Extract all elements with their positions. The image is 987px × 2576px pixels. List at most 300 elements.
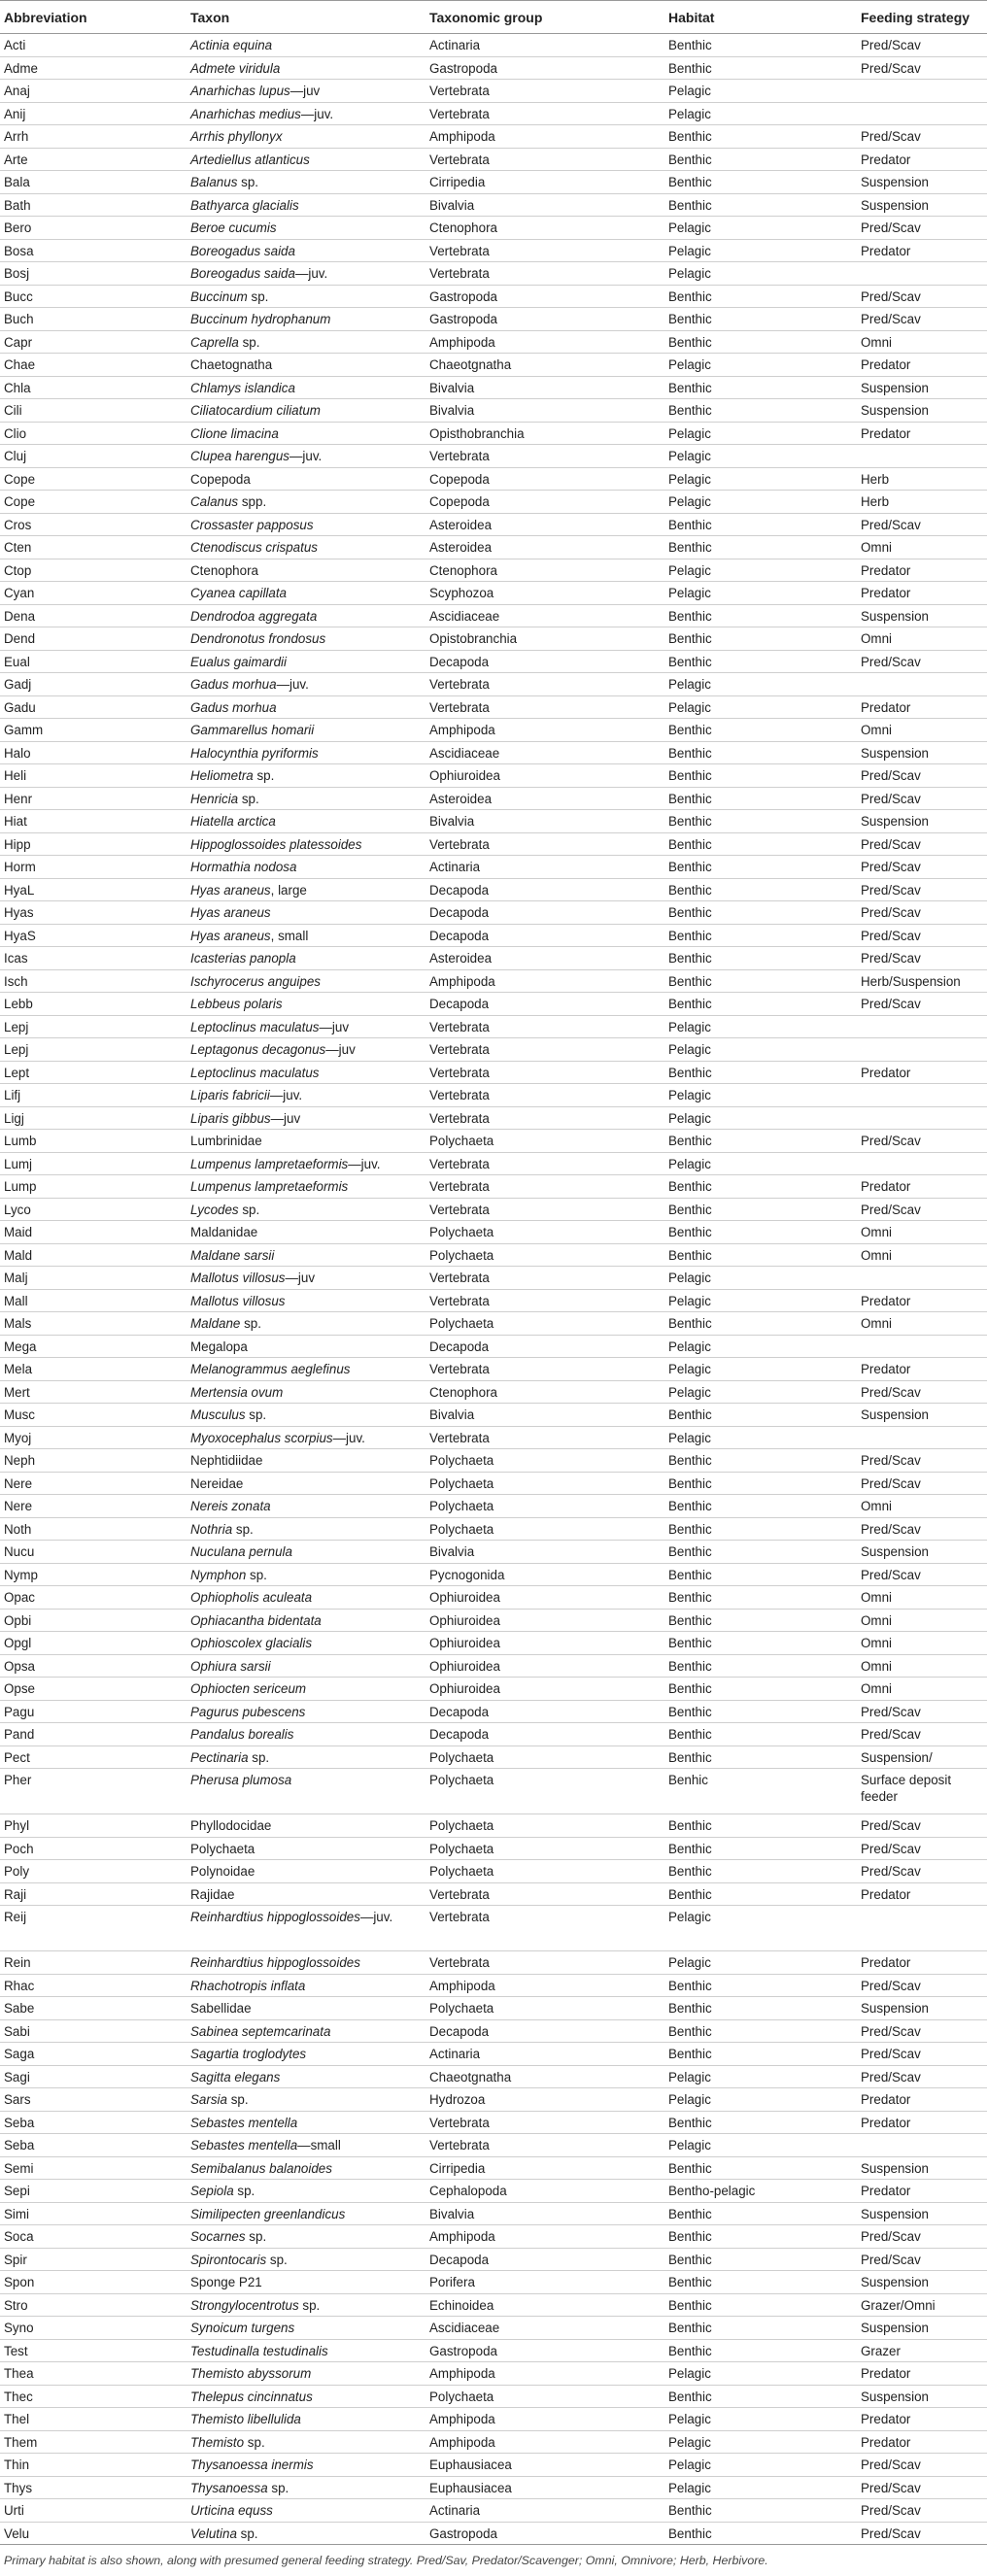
cell-taxon — [187, 1997, 425, 2020]
cell-taxonomic-group: Decapoda — [425, 2248, 664, 2271]
table-row — [0, 354, 987, 377]
cell-feeding-strategy: Predator — [857, 239, 987, 262]
cell-feeding-strategy: Pred/Scav — [857, 2522, 987, 2545]
cell-feeding-strategy: Suspension — [857, 193, 987, 217]
cell-abbreviation: Lebb — [0, 993, 187, 1016]
cell-feeding-strategy: Herb — [857, 491, 987, 514]
cell-taxonomic-group: Bivalvia — [425, 376, 664, 399]
taxon-suffix: Polychaeta — [190, 1841, 255, 1856]
cell-taxonomic-group: Decapoda — [425, 650, 664, 673]
cell-taxonomic-group: Decapoda — [425, 878, 664, 901]
cell-feeding-strategy — [857, 445, 987, 468]
cell-taxonomic-group: Vertebrata — [425, 1015, 664, 1038]
table-row — [0, 2430, 987, 2454]
taxon-suffix: sp. — [238, 791, 259, 806]
taxon-italic-name: Leptoclinus maculatus — [190, 1065, 320, 1080]
cell-habitat: Pelagic — [664, 673, 857, 696]
cell-taxonomic-group: Polychaeta — [425, 1517, 664, 1541]
table-row — [0, 1586, 987, 1610]
cell-habitat: Benthic — [664, 604, 857, 627]
cell-taxon — [187, 148, 425, 171]
cell-taxon — [187, 1084, 425, 1107]
cell-feeding-strategy: Pred/Scav — [857, 1380, 987, 1404]
taxon-italic-name: Myoxocephalus scorpius — [190, 1430, 333, 1445]
cell-taxon — [187, 1837, 425, 1860]
cell-abbreviation: Thel — [0, 2408, 187, 2431]
cell-feeding-strategy: Suspension — [857, 741, 987, 764]
cell-abbreviation: Sars — [0, 2088, 187, 2112]
cell-feeding-strategy: Predator — [857, 2408, 987, 2431]
cell-taxonomic-group: Polychaeta — [425, 1221, 664, 1244]
cell-abbreviation: Sabe — [0, 1997, 187, 2020]
cell-taxonomic-group: Actinaria — [425, 2043, 664, 2066]
cell-taxon — [187, 445, 425, 468]
cell-abbreviation: Pagu — [0, 1700, 187, 1723]
cell-habitat: Pelagic — [664, 80, 857, 103]
cell-taxon — [187, 467, 425, 491]
cell-taxonomic-group: Bivalvia — [425, 810, 664, 833]
cell-feeding-strategy: Predator — [857, 422, 987, 445]
table-row — [0, 193, 987, 217]
cell-habitat: Pelagic — [664, 1335, 857, 1358]
taxon-suffix: , small — [270, 928, 309, 943]
cell-taxon — [187, 1380, 425, 1404]
cell-feeding-strategy: Predator — [857, 695, 987, 719]
cell-feeding-strategy: Pred/Scav — [857, 308, 987, 331]
header-row — [0, 1, 987, 34]
cell-abbreviation: Pect — [0, 1746, 187, 1769]
cell-taxon — [187, 376, 425, 399]
cell-habitat: Benthic — [664, 947, 857, 970]
table-row — [0, 399, 987, 423]
cell-taxon — [187, 901, 425, 925]
cell-feeding-strategy: Suspension — [857, 171, 987, 194]
cell-feeding-strategy: Predator — [857, 1882, 987, 1906]
cell-feeding-strategy — [857, 1084, 987, 1107]
table-row — [0, 2454, 987, 2477]
cell-abbreviation: Mals — [0, 1312, 187, 1336]
cell-feeding-strategy: Suspension — [857, 2317, 987, 2340]
table-footnote: Primary habitat is also shown, along with presumed general feeding strategy. Pred/Sav, Predator/Scavenger; Omni, Omnivore; Herb, Herbivore. — [4, 2554, 768, 2567]
taxon-italic-name: Beroe cucumis — [190, 220, 277, 235]
cell-taxonomic-group: Vertebrata — [425, 1106, 664, 1130]
cell-taxon — [187, 1814, 425, 1838]
cell-taxon — [187, 1335, 425, 1358]
table-row — [0, 513, 987, 536]
cell-taxon — [187, 125, 425, 149]
cell-habitat: Benthic — [664, 1586, 857, 1610]
cell-abbreviation: Poch — [0, 1837, 187, 1860]
cell-habitat: Benthic — [664, 2202, 857, 2225]
taxon-italic-name: Maldane sarsii — [190, 1247, 275, 1263]
cell-abbreviation: Bath — [0, 193, 187, 217]
cell-taxon — [187, 308, 425, 331]
cell-feeding-strategy: Pred/Scav — [857, 1700, 987, 1723]
cell-taxonomic-group: Actinaria — [425, 2499, 664, 2523]
cell-abbreviation: Simi — [0, 2202, 187, 2225]
cell-taxon — [187, 2293, 425, 2317]
table-row — [0, 1106, 987, 1130]
cell-taxon — [187, 1312, 425, 1336]
taxon-italic-name: Buccinum — [190, 288, 248, 304]
table-row — [0, 2043, 987, 2066]
cell-habitat: Benthic — [664, 1746, 857, 1769]
cell-taxonomic-group: Vertebrata — [425, 1426, 664, 1449]
cell-habitat: Pelagic — [664, 217, 857, 240]
taxon-italic-name: Leptagonus decagonus — [190, 1042, 326, 1057]
cell-taxon — [187, 719, 425, 742]
taxon-italic-name: Balanus — [190, 175, 238, 189]
cell-taxon — [187, 1678, 425, 1701]
cell-taxon — [187, 34, 425, 57]
cell-habitat: Benthic — [664, 2522, 857, 2545]
table-row — [0, 1061, 987, 1084]
cell-abbreviation: Anij — [0, 102, 187, 125]
cell-taxonomic-group: Asteroidea — [425, 513, 664, 536]
cell-taxonomic-group: Amphipoda — [425, 330, 664, 354]
cell-taxon — [187, 1267, 425, 1290]
cell-feeding-strategy: Predator — [857, 1358, 987, 1381]
cell-taxonomic-group: Actinaria — [425, 34, 664, 57]
taxon-italic-name: Thysanoessa — [190, 2480, 268, 2495]
cell-taxonomic-group: Echinoidea — [425, 2293, 664, 2317]
cell-habitat: Benthic — [664, 627, 857, 651]
cell-abbreviation: Halo — [0, 741, 187, 764]
taxon-italic-name: Dendronotus frondosus — [190, 631, 326, 646]
cell-feeding-strategy: Pred/Scav — [857, 513, 987, 536]
cell-taxonomic-group: Vertebrata — [425, 1175, 664, 1199]
cell-abbreviation: Opse — [0, 1678, 187, 1701]
cell-feeding-strategy: Pred/Scav — [857, 2454, 987, 2477]
cell-feeding-strategy: Omni — [857, 1221, 987, 1244]
cell-abbreviation: Nucu — [0, 1541, 187, 1564]
cell-habitat: Pelagic — [664, 2476, 857, 2499]
cell-habitat: Pelagic — [664, 102, 857, 125]
table-row — [0, 422, 987, 445]
cell-taxon — [187, 2019, 425, 2043]
cell-habitat: Benthic — [664, 2499, 857, 2523]
cell-habitat: Benthic — [664, 2111, 857, 2134]
table-row — [0, 2180, 987, 2203]
cell-habitat: Benthic — [664, 1243, 857, 1267]
cell-taxon — [187, 741, 425, 764]
cell-abbreviation: Neph — [0, 1449, 187, 1473]
cell-taxon — [187, 1495, 425, 1518]
taxon-italic-name: Ophiocten sericeum — [190, 1681, 307, 1696]
cell-habitat: Benthic — [664, 2043, 857, 2066]
cell-abbreviation: Velu — [0, 2522, 187, 2545]
cell-taxonomic-group: Vertebrata — [425, 1358, 664, 1381]
taxon-italic-name: Ophiura sarsii — [190, 1658, 271, 1674]
cell-abbreviation: Raji — [0, 1882, 187, 1906]
cell-habitat: Benthic — [664, 1495, 857, 1518]
cell-abbreviation: Opac — [0, 1586, 187, 1610]
taxon-suffix: sp. — [248, 1749, 270, 1765]
cell-abbreviation: Chla — [0, 376, 187, 399]
cell-habitat: Benthic — [664, 2156, 857, 2180]
table-row — [0, 1015, 987, 1038]
cell-feeding-strategy: Pred/Scav — [857, 2043, 987, 2066]
taxon-italic-name: Hyas araneus — [190, 928, 271, 943]
cell-habitat: Pelagic — [664, 354, 857, 377]
cell-abbreviation: Phyl — [0, 1814, 187, 1838]
cell-habitat: Benthic — [664, 1198, 857, 1221]
taxon-italic-name: Synoicum turgens — [190, 2321, 295, 2335]
cell-abbreviation: Lifj — [0, 1084, 187, 1107]
cell-taxonomic-group: Cirripedia — [425, 171, 664, 194]
cell-taxonomic-group: Amphipoda — [425, 2362, 664, 2386]
cell-habitat: Benthic — [664, 399, 857, 423]
cell-habitat: Pelagic — [664, 695, 857, 719]
cell-habitat: Benthic — [664, 2019, 857, 2043]
cell-taxonomic-group: Chaeotgnatha — [425, 354, 664, 377]
cell-taxonomic-group: Ophiuroidea — [425, 1678, 664, 1701]
cell-abbreviation: Icas — [0, 947, 187, 970]
cell-taxonomic-group: Polychaeta — [425, 1312, 664, 1336]
cell-habitat: Benthic — [664, 1563, 857, 1586]
table-row — [0, 1837, 987, 1860]
table-row — [0, 1380, 987, 1404]
cell-taxon — [187, 1974, 425, 1997]
cell-habitat: Benthic — [664, 719, 857, 742]
cell-abbreviation: Cros — [0, 513, 187, 536]
cell-habitat: Benthic — [664, 1632, 857, 1655]
taxon-suffix: —juv. — [332, 1430, 365, 1445]
cell-abbreviation: Nere — [0, 1472, 187, 1495]
cell-taxon — [187, 2385, 425, 2408]
cell-taxonomic-group: Bivalvia — [425, 1541, 664, 1564]
table-row — [0, 1426, 987, 1449]
cell-abbreviation: Urti — [0, 2499, 187, 2523]
cell-feeding-strategy: Pred/Scav — [857, 1449, 987, 1473]
cell-habitat: Pelagic — [664, 2362, 857, 2386]
cell-abbreviation: Seba — [0, 2111, 187, 2134]
table-row — [0, 947, 987, 970]
cell-taxonomic-group: Ophiuroidea — [425, 764, 664, 788]
cell-feeding-strategy — [857, 1426, 987, 1449]
taxon-suffix: Lumbrinidae — [190, 1134, 262, 1148]
cell-abbreviation: Bero — [0, 217, 187, 240]
cell-habitat: Benthic — [664, 1541, 857, 1564]
cell-taxonomic-group: Amphipoda — [425, 1974, 664, 1997]
cell-feeding-strategy: Pred/Scav — [857, 2225, 987, 2249]
cell-feeding-strategy: Omni — [857, 1243, 987, 1267]
cell-taxon — [187, 2317, 425, 2340]
cell-feeding-strategy: Predator — [857, 2430, 987, 2454]
taxon-suffix: sp. — [247, 288, 269, 304]
table-row — [0, 1130, 987, 1153]
cell-habitat: Benthic — [664, 1609, 857, 1632]
taxon-italic-name: Lumpenus lampretaeformis — [190, 1179, 349, 1194]
cell-habitat: Pelagic — [664, 467, 857, 491]
table-row — [0, 1882, 987, 1906]
cell-feeding-strategy: Pred/Scav — [857, 1860, 987, 1883]
cell-taxon — [187, 2043, 425, 2066]
table-row — [0, 741, 987, 764]
cell-abbreviation: Acti — [0, 34, 187, 57]
cell-taxon — [187, 422, 425, 445]
cell-feeding-strategy: Pred/Scav — [857, 34, 987, 57]
cell-habitat: Benthic — [664, 1404, 857, 1427]
cell-habitat: Benthic — [664, 1860, 857, 1883]
cell-taxon — [187, 559, 425, 582]
cell-abbreviation: Semi — [0, 2156, 187, 2180]
table-row — [0, 376, 987, 399]
taxon-italic-name: Dendrodoa aggregata — [190, 608, 318, 624]
cell-feeding-strategy: Predator — [857, 1951, 987, 1975]
cell-habitat: Benthic — [664, 787, 857, 810]
cell-feeding-strategy: Pred/Scav — [857, 650, 987, 673]
cell-taxonomic-group: Amphipoda — [425, 719, 664, 742]
cell-taxonomic-group: Vertebrata — [425, 262, 664, 286]
cell-abbreviation: Hyas — [0, 901, 187, 925]
taxon-italic-name: Themisto libellulida — [190, 2412, 301, 2426]
cell-habitat: Pelagic — [664, 422, 857, 445]
cell-abbreviation: Rhac — [0, 1974, 187, 1997]
taxon-italic-name: Musculus — [190, 1407, 246, 1422]
taxon-suffix: sp. — [233, 2184, 255, 2198]
cell-feeding-strategy: Omni — [857, 1312, 987, 1336]
cell-habitat: Benthic — [664, 56, 857, 80]
cell-taxonomic-group: Vertebrata — [425, 1906, 664, 1951]
cell-habitat: Benthic — [664, 1472, 857, 1495]
table-row — [0, 1289, 987, 1312]
cell-taxonomic-group: Vertebrata — [425, 1882, 664, 1906]
table-row — [0, 2339, 987, 2362]
cell-feeding-strategy: Pred/Scav — [857, 1723, 987, 1746]
table-row — [0, 1814, 987, 1838]
cell-taxon — [187, 2454, 425, 2477]
taxon-italic-name: Sagartia troglodytes — [190, 2047, 307, 2061]
cell-habitat: Pelagic — [664, 1106, 857, 1130]
table-row — [0, 2019, 987, 2043]
cell-taxon — [187, 1221, 425, 1244]
taxon-italic-name: Mallotus villosus — [190, 1271, 286, 1285]
cell-habitat: Pelagic — [664, 1289, 857, 1312]
cell-abbreviation: Maid — [0, 1221, 187, 1244]
cell-abbreviation: Gamm — [0, 719, 187, 742]
cell-taxon — [187, 330, 425, 354]
cell-habitat: Benthic — [664, 901, 857, 925]
taxon-italic-name: Semibalanus balanoides — [190, 2160, 332, 2176]
table-row — [0, 604, 987, 627]
cell-feeding-strategy: Pred/Scav — [857, 1517, 987, 1541]
cell-taxonomic-group: Gastropoda — [425, 2339, 664, 2362]
taxon-suffix: sp. — [267, 2480, 289, 2495]
table-row — [0, 102, 987, 125]
cell-taxonomic-group: Ctenophora — [425, 217, 664, 240]
cell-feeding-strategy: Predator — [857, 2362, 987, 2386]
cell-taxonomic-group: Decapoda — [425, 901, 664, 925]
cell-taxon — [187, 969, 425, 993]
cell-feeding-strategy — [857, 1106, 987, 1130]
cell-feeding-strategy — [857, 262, 987, 286]
cell-feeding-strategy: Herb/Suspension — [857, 969, 987, 993]
cell-taxonomic-group: Gastropoda — [425, 56, 664, 80]
cell-abbreviation: Hipp — [0, 832, 187, 856]
cell-taxonomic-group: Polychaeta — [425, 1997, 664, 2020]
table-row — [0, 1335, 987, 1358]
cell-habitat: Benthic — [664, 1974, 857, 1997]
table-row — [0, 627, 987, 651]
table-row — [0, 1449, 987, 1473]
cell-taxonomic-group: Gastropoda — [425, 285, 664, 308]
header-taxonomic-group: Taxonomic group — [425, 1, 664, 34]
cell-taxonomic-group: Vertebrata — [425, 445, 664, 468]
cell-taxonomic-group: Hydrozoa — [425, 2088, 664, 2112]
taxon-italic-name: Pagurus pubescens — [190, 1704, 306, 1719]
table-row — [0, 2293, 987, 2317]
taxon-italic-name: Leptoclinus maculatus — [190, 1019, 320, 1034]
cell-abbreviation: Lepj — [0, 1015, 187, 1038]
cell-habitat: Pelagic — [664, 1380, 857, 1404]
taxon-suffix: Megalopa — [190, 1339, 248, 1354]
taxon-suffix: spp. — [238, 494, 267, 509]
cell-taxonomic-group: Vertebrata — [425, 832, 664, 856]
table-row — [0, 2111, 987, 2134]
cell-taxon — [187, 1541, 425, 1564]
cell-taxonomic-group: Actinaria — [425, 856, 664, 879]
cell-taxon — [187, 1700, 425, 1723]
cell-feeding-strategy — [857, 1335, 987, 1358]
cell-habitat: Benthic — [664, 1221, 857, 1244]
cell-habitat: Pelagic — [664, 2430, 857, 2454]
cell-taxon — [187, 1130, 425, 1153]
cell-abbreviation: Bosj — [0, 262, 187, 286]
cell-feeding-strategy: Predator — [857, 148, 987, 171]
taxon-italic-name: Urticina equss — [190, 2503, 273, 2518]
taxon-italic-name: Sagitta elegans — [190, 2069, 281, 2085]
taxon-italic-name: Boreogadus saida — [190, 266, 295, 281]
cell-abbreviation: Malj — [0, 1267, 187, 1290]
cell-taxonomic-group: Asteroidea — [425, 536, 664, 559]
cell-taxon — [187, 2408, 425, 2431]
cell-abbreviation: Heli — [0, 764, 187, 788]
cell-taxon — [187, 2430, 425, 2454]
taxon-italic-name: Arrhis phyllonyx — [190, 129, 283, 144]
cell-feeding-strategy: Pred/Scav — [857, 1130, 987, 1153]
cell-taxon — [187, 1015, 425, 1038]
table-row — [0, 467, 987, 491]
cell-feeding-strategy: Pred/Scav — [857, 217, 987, 240]
table-body — [0, 34, 987, 2545]
cell-abbreviation: Cluj — [0, 445, 187, 468]
table-row — [0, 491, 987, 514]
taxon-suffix: —juv. — [294, 266, 328, 281]
cell-taxonomic-group: Bivalvia — [425, 1404, 664, 1427]
cell-feeding-strategy: Omni — [857, 1632, 987, 1655]
cell-habitat: Benthic — [664, 1654, 857, 1678]
table-row — [0, 1175, 987, 1199]
cell-taxon — [187, 1882, 425, 1906]
cell-feeding-strategy: Pred/Scav — [857, 1472, 987, 1495]
cell-taxonomic-group: Vertebrata — [425, 239, 664, 262]
cell-habitat: Benthic — [664, 878, 857, 901]
cell-taxonomic-group: Vertebrata — [425, 1267, 664, 1290]
taxon-italic-name: Reinhardtius hippoglossoides — [190, 1910, 360, 1924]
table-row — [0, 2499, 987, 2523]
cell-taxonomic-group: Polychaeta — [425, 1243, 664, 1267]
cell-taxonomic-group: Asteroidea — [425, 787, 664, 810]
cell-taxon — [187, 582, 425, 605]
taxon-italic-name: Pectinaria — [190, 1749, 249, 1765]
taxon-suffix: —juv. — [276, 677, 309, 692]
table-row — [0, 2317, 987, 2340]
cell-habitat: Benthic — [664, 308, 857, 331]
cell-abbreviation: Chae — [0, 354, 187, 377]
cell-taxonomic-group: Ascidiaceae — [425, 2317, 664, 2340]
cell-taxonomic-group: Euphausiacea — [425, 2476, 664, 2499]
